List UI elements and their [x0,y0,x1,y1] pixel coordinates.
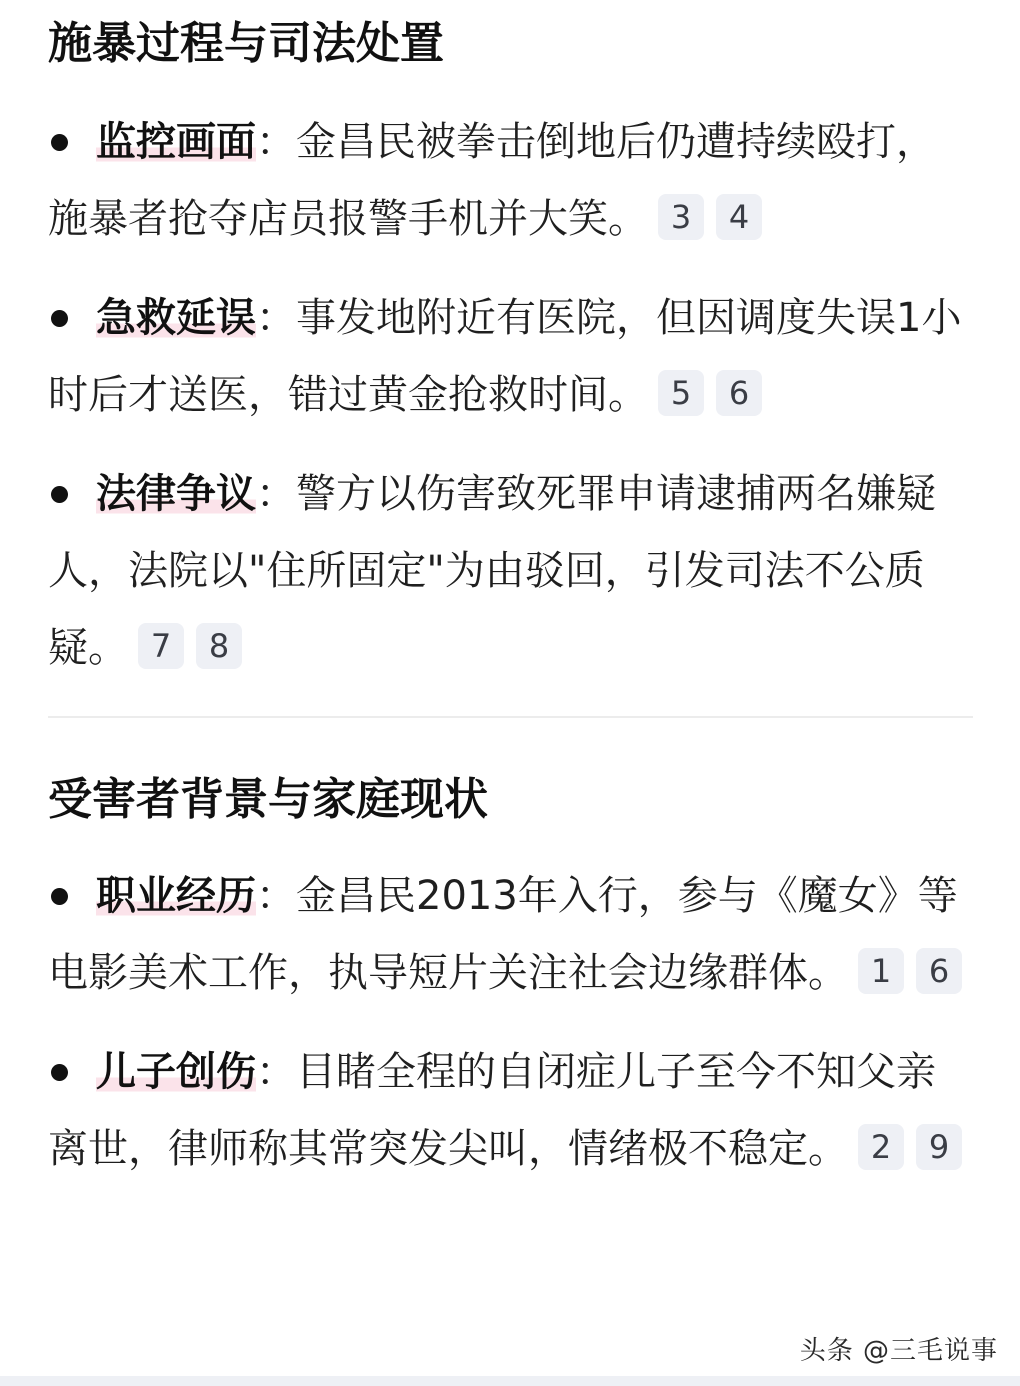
item-colon: ： [256,873,296,919]
bullet-dot-icon [51,1064,68,1081]
section-title: 受害者背景与家庭现状 [48,774,488,825]
item-colon: ： [256,471,296,517]
citation-badge[interactable]: 6 [916,948,962,994]
item-text: 金昌民被拳击倒地后仍遭持续殴打，施暴者抢夺店员报警手机并大笑。 [48,119,936,242]
item-colon: ： [256,119,296,165]
bullet-dot-icon [51,310,68,327]
bullet-list [48,104,973,709]
citation-badge[interactable]: 2 [858,1124,904,1170]
source-watermark: 头条 @三毛说事 [799,1336,998,1366]
citation-badge[interactable]: 8 [196,623,242,669]
list-item [48,280,973,434]
item-keyword: 职业经历 [96,873,256,919]
item-keyword: 儿子创伤 [96,1049,256,1095]
item-keyword: 监控画面 [96,119,256,165]
section-divider [48,716,973,718]
citation-badge[interactable]: 7 [138,623,184,669]
item-text: 警方以伤害致死罪申请逮捕两名嫌疑人，法院以"住所固定"为由驳回，引发司法不公质疑。 [48,471,936,671]
item-text: 金昌民2013年入行，参与《魔女》等电影美术工作，执导短片关注社会边缘群体。 [48,873,958,996]
citation-badge[interactable]: 4 [716,194,762,240]
citation-badge[interactable]: 6 [716,370,762,416]
citation-badge[interactable]: 5 [658,370,704,416]
item-text: 事发地附近有医院，但因调度失误1小时后才送医，错过黄金抢救时间。 [48,295,962,418]
item-keyword: 法律争议 [96,471,256,517]
list-item [48,104,973,258]
bullet-dot-icon [51,134,68,151]
item-text: 目睹全程的自闭症儿子至今不知父亲离世，律师称其常突发尖叫，情绪极不稳定。 [48,1049,936,1172]
list-item [48,1034,973,1188]
citation-badge[interactable]: 1 [858,948,904,994]
item-colon: ： [256,1049,296,1095]
bullet-dot-icon [51,888,68,905]
citation-badge[interactable]: 9 [916,1124,962,1170]
list-item [48,456,973,687]
bottom-bar [0,1376,1020,1386]
item-colon: ： [256,295,296,341]
section-title: 施暴过程与司法处置 [48,18,444,69]
item-keyword: 急救延误 [96,295,256,341]
list-item [48,858,973,1012]
citation-badge[interactable]: 3 [658,194,704,240]
bullet-list [48,858,973,1210]
bullet-dot-icon [51,486,68,503]
